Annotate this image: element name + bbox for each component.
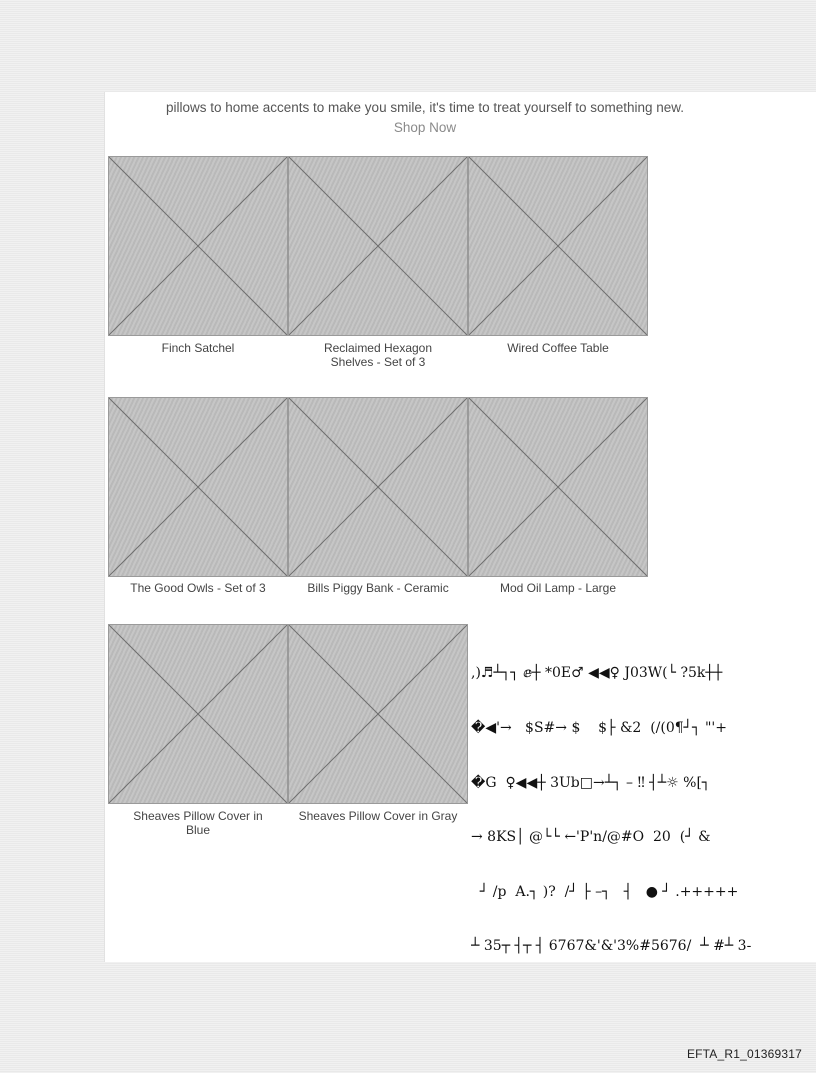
broken-image-icon: [109, 157, 287, 335]
product-image-placeholder[interactable]: [288, 156, 468, 336]
product-caption[interactable]: Sheaves Pillow Cover in Blue: [133, 809, 263, 837]
garbled-line: �G ♀◀◀┼ 3Ub□→┴┐ – ‼ ┤┴☼ %[┐: [471, 774, 711, 791]
product-caption[interactable]: Reclaimed Hexagon Shelves - Set of 3: [323, 341, 433, 369]
product-image-placeholder[interactable]: [108, 397, 288, 577]
product-image-placeholder[interactable]: [468, 156, 648, 336]
product-image-placeholder[interactable]: [468, 397, 648, 577]
product-image-placeholder[interactable]: [108, 156, 288, 336]
garbled-line: ┴ 35┬ ┤┬ ┤ 6767&'&'3%#5676/ ┴ #┴ 3-: [471, 938, 752, 955]
garbled-line: ┘ /p A.┐ )? /┘ ├ –┐ ┤ ● ┘ .+++++: [471, 883, 739, 900]
intro-text: pillows to home accents to make you smile, it's time to treat yourself to something new.: [165, 100, 685, 115]
product-caption[interactable]: Wired Coffee Table: [507, 341, 609, 355]
product-image-placeholder[interactable]: [288, 397, 468, 577]
email-body: [104, 92, 816, 962]
product-image-placeholder[interactable]: [108, 624, 288, 804]
product-caption[interactable]: Sheaves Pillow Cover in Gray: [298, 809, 458, 823]
product-image-placeholder[interactable]: [288, 624, 468, 804]
broken-image-icon: [289, 625, 467, 803]
garbled-line: → 8KS│ @└└ ←'P'n/@#O 20 (┘ &: [471, 829, 711, 846]
garbled-line: ,)♬┴┐┐ ⅇ┼ *0E♂ ◀◀♀ J03W(└ ?5k┼┼: [471, 665, 723, 682]
product-caption[interactable]: The Good Owls - Set of 3: [130, 581, 266, 595]
product-caption[interactable]: Finch Satchel: [161, 341, 235, 355]
garbled-text-block: [471, 628, 816, 958]
broken-image-icon: [289, 157, 467, 335]
broken-image-icon: [469, 398, 647, 576]
broken-image-icon: [109, 625, 287, 803]
broken-image-icon: [469, 157, 647, 335]
broken-image-icon: [289, 398, 467, 576]
shop-now-link[interactable]: Shop Now: [393, 120, 457, 135]
product-caption[interactable]: Mod Oil Lamp - Large: [499, 581, 617, 595]
broken-image-icon: [109, 398, 287, 576]
document-id: EFTA_R1_01369317: [686, 1047, 802, 1061]
garbled-line: �◀'→ $S#→ $ $├ &2 (/(0¶┘┐ "'+: [471, 720, 728, 737]
product-caption[interactable]: Bills Piggy Bank - Ceramic: [307, 581, 449, 595]
